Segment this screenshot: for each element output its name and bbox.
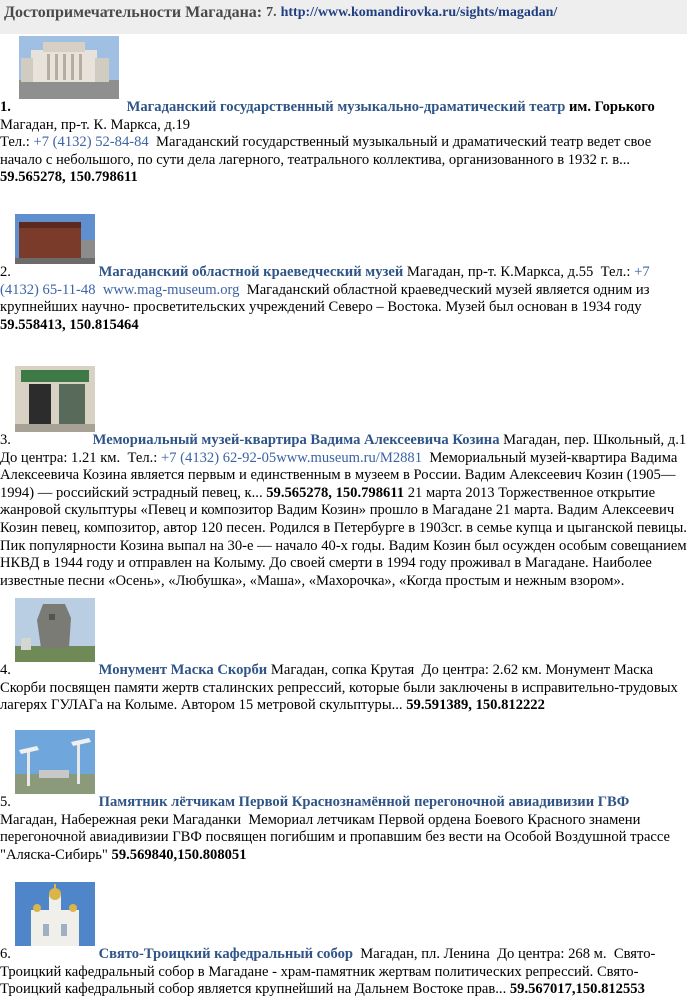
sight-coordinates: 59.565278, 150.798611 — [266, 484, 405, 501]
sight-description: Свято-Троицкий кафедральный собор в Магадане - храм-памятник жертвам политических репрессий. Свято-Троицкий кафедральный собор является крупнейший на Дальнем Востоке прав... — [0, 946, 656, 998]
entry-number: 6. — [0, 946, 11, 962]
phone-link[interactable]: +7 (4132) 65-11-48 — [0, 264, 650, 298]
cathedral-photo — [15, 882, 95, 946]
sight-description: Мемориал летчикам Первой ордена Боевого Красного знамени перегоночной авиадивизии ГВФ посвящен погибшим и пропавшим без вести на Особой Воздушной трассе "Аляска-Сибирь" — [0, 811, 671, 863]
sight-title-link[interactable]: Магаданский государственный музыкально-драматический театр — [126, 99, 566, 115]
sight-address: Магадан, Набережная реки Магаданки — [0, 811, 242, 828]
sight-title-link[interactable]: Магаданский областной краеведческий музей — [98, 264, 404, 280]
sight-distance: До центра: 268 м. — [497, 946, 607, 962]
sight-text-2 — [0, 264, 687, 334]
sight-entry-3 — [0, 366, 687, 590]
mask-of-sorrow-photo — [15, 598, 95, 662]
entry-number: 1. — [0, 99, 11, 115]
sight-address: Магадан, пер. Школьный, д.1 — [503, 432, 687, 448]
sight-address: Магадан, пл. Ленина — [360, 946, 490, 962]
sight-entry-4 — [0, 598, 687, 715]
sight-text-4 — [0, 662, 687, 715]
pilots-monument-photo — [15, 730, 95, 794]
sight-entry-1 — [0, 36, 687, 187]
sight-title-link[interactable]: Монумент Маска Скорби — [98, 662, 268, 678]
sight-coordinates: 59.591389, 150.812222 — [406, 697, 545, 714]
sight-text-5 — [0, 794, 687, 864]
museum-photo — [15, 214, 95, 264]
website-link[interactable]: www.museum.ru/M2881 — [276, 449, 423, 466]
website-link[interactable]: www.mag-museum.org — [102, 281, 240, 298]
sight-coordinates: 59.558413, 150.815464 — [0, 316, 139, 333]
sight-title-link[interactable]: Памятник лётчикам Первой Краснознамённой перегоночной авиадивизии ГВФ — [98, 794, 630, 810]
sight-extra-text: 21 марта 2013 Торжественное открытие жанровой скульптуры «Певец и композитор Вадим Козин» прошло в Магадане 21 марта. Вадим Алексеевич Козин певец, композитор, автор 120 песен. Родился в Петербурге в 1903сг. в семье купца и цыганской певицы. Пик популярности Козина выпал на 30-е — начало 40-х годы. Вадим Козин был осужден особым совещанием НКВД в 1944 году и отправлен на Колыму. До своей смерти в 1994 году проживал в Магадане. Наиболее известные песни «Осень», «Любушка», «Маша», «Махорочка», «Когда простым и нежным взором». — [0, 484, 687, 589]
sight-text-6 — [0, 946, 687, 999]
entry-number: 5. — [0, 794, 11, 810]
sight-address: Магадан, пр-т. К. Маркса, д.19 — [0, 116, 191, 133]
sight-coordinates: 59.569840,150.808051 — [111, 846, 247, 863]
sight-text-1 — [0, 99, 687, 187]
kozin-museum-photo — [15, 366, 95, 432]
entry-number: 3. — [0, 432, 11, 448]
sight-entry-2 — [0, 214, 687, 334]
entry-number: 4. — [0, 662, 11, 678]
sight-description: Магаданский областной краеведческий музей является одним из крупнейших научно- просветительских учреждений Северо – Востока. Музей был основан в 1934 году — [0, 281, 650, 316]
phone-link[interactable]: +7 (4132) 52-84-84 — [33, 134, 149, 151]
sight-text-3 — [0, 432, 687, 590]
page-title: Достопримечательности Магадана: — [4, 4, 263, 21]
sight-title-link[interactable]: Свято-Троицкий кафедральный собор — [98, 946, 353, 962]
sight-description: Магаданский государственный музыкальный и драматический театр ведет свое начало с небольшого, по сути дела лагерного, театрального коллектива, организованного в 1932 г. в... — [0, 134, 652, 168]
sight-coordinates: 59.567017,150.812553 — [509, 981, 645, 998]
sight-distance: До центра: 1.21 км. — [0, 449, 121, 466]
sight-entry-5 — [0, 730, 687, 864]
sight-description: Монумент Маска Скорби посвящен памяти жертв сталинских репрессий, которые были заключены в исправительно-трудовых лагерях ГУЛАГа на Колыме. Автором 15 метровой скульптуры... — [0, 662, 678, 714]
sight-distance: До центра: 2.62 км. — [421, 662, 542, 678]
sight-title-link[interactable]: Мемориальный музей-квартира Вадима Алексеевича Козина — [92, 432, 500, 448]
theatre-photo — [19, 36, 119, 99]
sight-coordinates: 59.565278, 150.798611 — [0, 169, 138, 186]
sight-title-suffix: им. Горького — [568, 99, 655, 115]
entry-number: 2. — [0, 264, 11, 280]
phone-label: Тел.: — [0, 134, 30, 151]
sight-description: Мемориальный музей-квартира Вадима Алексеевича Козина является первым и единственным в музеем в России. Вадим Алексеевич Козин (1905—1994) — российский эстрадный певец, к... — [0, 449, 678, 501]
page-number: 7. — [266, 5, 277, 20]
sight-address: Магадан, пр-т. К.Маркса, д.55 — [406, 264, 594, 280]
phone-label: Тел.: — [127, 449, 158, 466]
phone-link[interactable]: +7 (4132) 62-92-05 — [160, 449, 277, 466]
phone-label: Тел.: — [600, 264, 631, 280]
sight-entry-6 — [0, 882, 687, 999]
page-header — [0, 0, 687, 34]
sight-address: Магадан, сопка Крутая — [270, 662, 415, 678]
source-url-link[interactable]: http://www.komandirovka.ru/sights/magadan/ — [280, 5, 558, 20]
